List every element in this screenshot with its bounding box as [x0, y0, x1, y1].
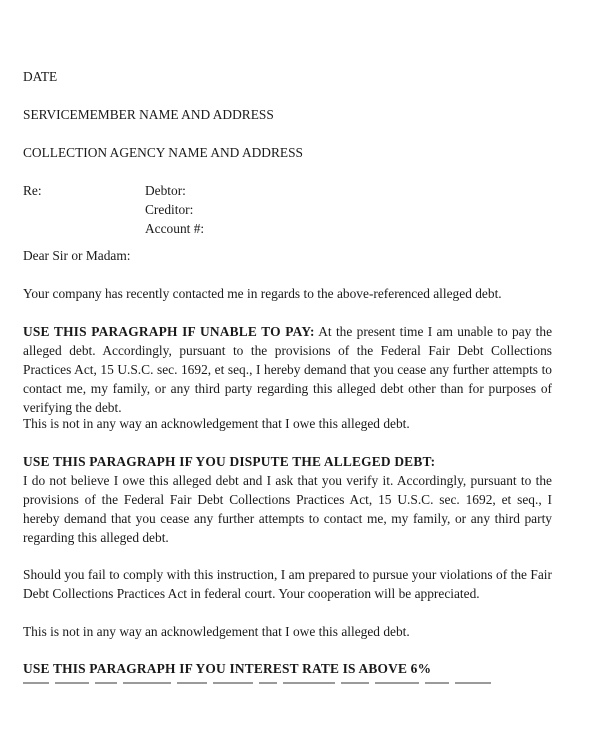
servicemember-line: SERVICEMEMBER NAME AND ADDRESS: [23, 107, 274, 122]
salutation: Dear Sir or Madam:: [23, 248, 131, 263]
unable-to-pay-heading: USE THIS PARAGRAPH IF UNABLE TO PAY:: [23, 324, 315, 339]
account-field: Account #:: [145, 221, 205, 236]
disclaimer-2: This is not in any way an acknowledgement that I owe this alleged debt.: [23, 624, 410, 639]
re-label: Re:: [23, 183, 42, 198]
re-fields: [145, 181, 204, 238]
cut-off-text-line: [23, 679, 513, 687]
agency-line: COLLECTION AGENCY NAME AND ADDRESS: [23, 145, 303, 160]
unable-to-pay-body: At the present time I am unable to pay the alleged debt. Accordingly, pursuant to the provisions of the Federal Fair Debt Collections Practices Act, 15 U.S.C. sec. 1692, et seq., I hereby demand that you cease any further attempts to contact me, my family, or any third party regarding this alleged debt other than for purposes of verifying the debt.: [23, 324, 553, 415]
dispute-paragraph: [23, 452, 552, 547]
disclaimer-1: This is not in any way an acknowledgement that I owe this alleged debt.: [23, 416, 410, 431]
fail-to-comply-paragraph: Should you fail to comply with this instruction, I am prepared to pursue your violations of the Fair Debt Collections Practices Act in federal court. Your cooperation will be appreciated.: [23, 567, 552, 601]
unable-to-pay-paragraph: [23, 322, 552, 417]
interest-heading: USE THIS PARAGRAPH IF YOU INTEREST RATE IS ABOVE 6%: [23, 661, 432, 676]
creditor-field: Creditor:: [145, 202, 194, 217]
intro-paragraph: Your company has recently contacted me in regards to the above-referenced alleged debt.: [23, 286, 502, 301]
dispute-heading: USE THIS PARAGRAPH IF YOU DISPUTE THE ALLEGED DEBT:: [23, 454, 436, 469]
dispute-body: I do not believe I owe this alleged debt and I ask that you verify it. Accordingly, pursuant to the provisions of the Federal Fair Debt Collections Practices Act, 15 U.S.C. sec. 1692, et seq., I hereby demand that you cease any further attempts to contact me, my family, or any third party regarding this alleged debt.: [23, 473, 552, 545]
date-line: DATE: [23, 69, 58, 84]
debtor-field: Debtor:: [145, 183, 186, 198]
